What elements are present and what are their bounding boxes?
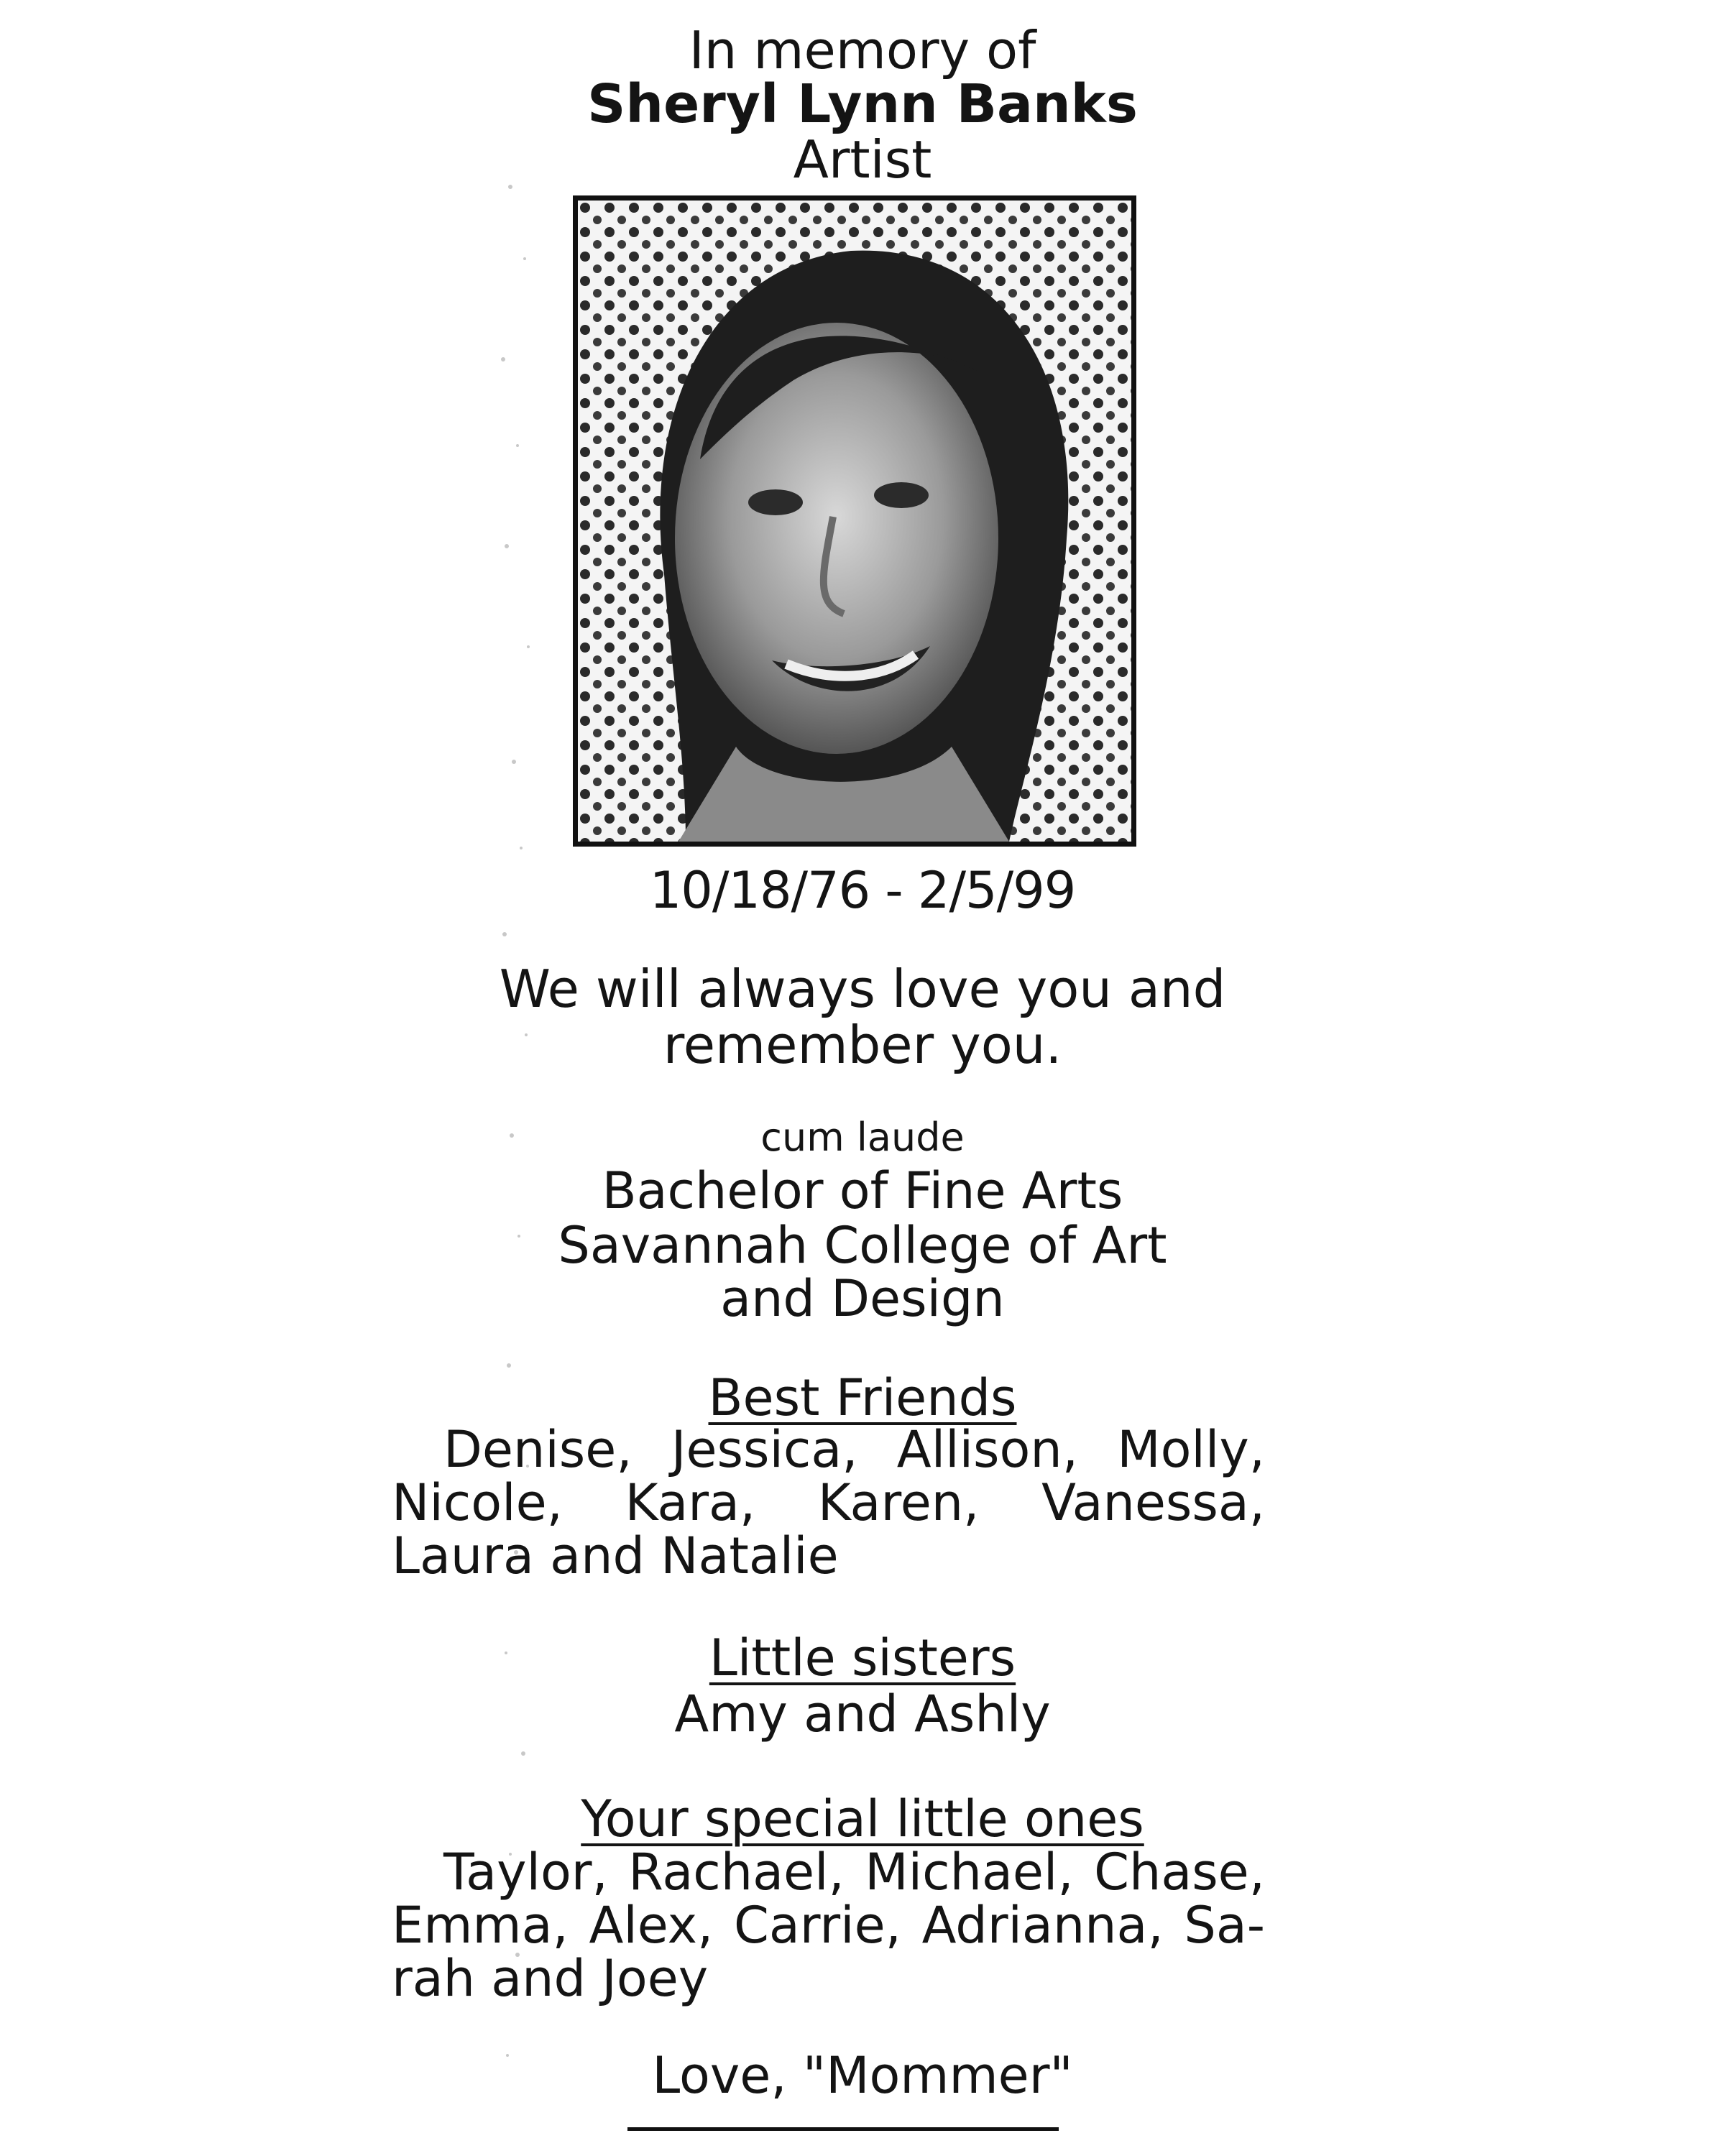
- little-ones-names: Taylor, Rachael, Michael, Chase, Emma, Alex, Carrie, Adrianna, Sa-rah and Joey: [392, 1843, 1265, 2008]
- school-line-1: Savannah College of Art: [558, 1216, 1167, 1275]
- little-sisters-names: Amy and Ashly: [674, 1685, 1051, 1743]
- portrait-photo-icon: [578, 201, 1131, 842]
- message-line-2: remember you.: [663, 1015, 1062, 1075]
- message-line-1: We will always love you and: [499, 959, 1226, 1019]
- little-ones-heading: Your special little ones: [581, 1789, 1144, 1848]
- in-memory-label: In memory of: [689, 20, 1036, 80]
- life-dates: 10/18/76 - 2/5/99: [649, 861, 1076, 920]
- best-friends-names: Denise, Jessica, Allison, Molly, Nicole, Kara, Karen, Vanessa, Laura and Natalie: [392, 1420, 1265, 1585]
- honor-label: cum laude: [760, 1115, 965, 1160]
- deceased-name: Sheryl Lynn Banks: [587, 73, 1138, 135]
- little-sisters-heading: Little sisters: [709, 1628, 1016, 1687]
- best-friends-heading: Best Friends: [708, 1368, 1017, 1427]
- degree-label: Bachelor of Fine Arts: [602, 1161, 1123, 1220]
- portrait-photo: [573, 195, 1136, 847]
- deceased-title: Artist: [793, 129, 932, 190]
- signature-rule: [627, 2127, 1059, 2131]
- signature: Love, "Mommer": [652, 2046, 1073, 2105]
- school-line-2: and Design: [720, 1269, 1005, 1328]
